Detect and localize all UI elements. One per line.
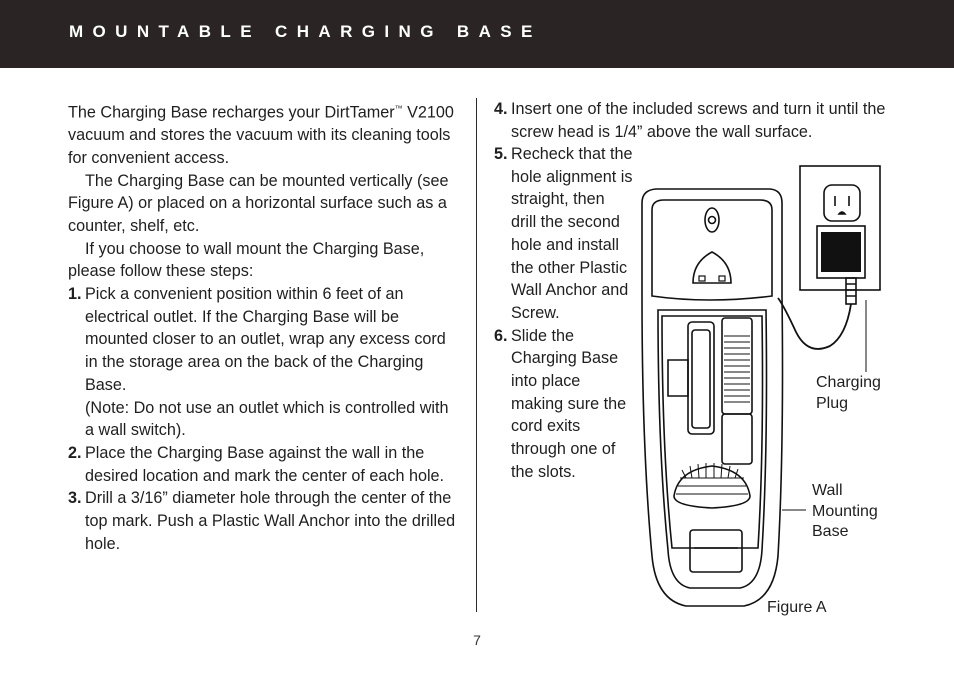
step-text: Recheck that the hole alignment is straight, then drill the second hole and install the other Plastic Wall Anchor and Screw. [511, 145, 633, 322]
step-note: (Note: Do not use an outlet which is controlled with a wall switch). [85, 398, 449, 440]
charging-base-top-panel [652, 200, 772, 300]
intro-paragraph-1: The Charging Base recharges your DirtTamer™ V2100 vacuum and stores the vacuum with its cleaning tools for convenient access. [68, 103, 454, 167]
step-text: Place the Charging Base against the wall in the desired location and mark the center of each hole. [85, 443, 445, 485]
figure-caption: Figure A [767, 599, 827, 616]
page-number: 7 [473, 632, 481, 648]
charging-plug-label: Charging Plug [816, 374, 881, 412]
page-title: MOUNTABLE CHARGING BASE [69, 22, 542, 41]
intro-paragraph-2: The Charging Base can be mounted vertically (see Figure A) or placed on a horizontal surface such as a counter, shelf, etc. [68, 171, 449, 235]
step-number: 3. [68, 489, 82, 508]
step-number: 5. [494, 145, 508, 163]
cord-slot [690, 530, 742, 572]
trademark-symbol: ™ [394, 104, 403, 113]
brush-tool [674, 466, 750, 508]
step-text: Slide the Charging Base into place making sure the cord exits through one of the slots. [511, 326, 627, 481]
step-text: Pick a convenient position within 6 feet of an electrical outlet. If the Charging Base will be mounted closer to an outlet, wrap any excess cord in the storage area on the back of the Charging Base. [85, 285, 446, 394]
step-number: 2. [68, 443, 82, 462]
step-number: 4. [494, 100, 508, 118]
wall-mounting-base-label: Wall Mounting Base [812, 482, 878, 540]
mounting-hole-icon [705, 208, 719, 232]
charging-base-cavity [658, 310, 767, 588]
intro-paragraph-3: If you choose to wall mount the Charging Base, please follow these steps: [68, 239, 425, 281]
step-number: 6. [494, 326, 508, 345]
step-text: Drill a 3/16” diameter hole through the center of the top mark. Push a Plastic Wall Anchor into the drilled hole. [85, 489, 456, 553]
step-text: Insert one of the included screws and turn it until the screw head is 1/4” above the wall surface. [511, 100, 886, 141]
power-cord [778, 298, 851, 349]
step-number: 1. [68, 285, 82, 304]
